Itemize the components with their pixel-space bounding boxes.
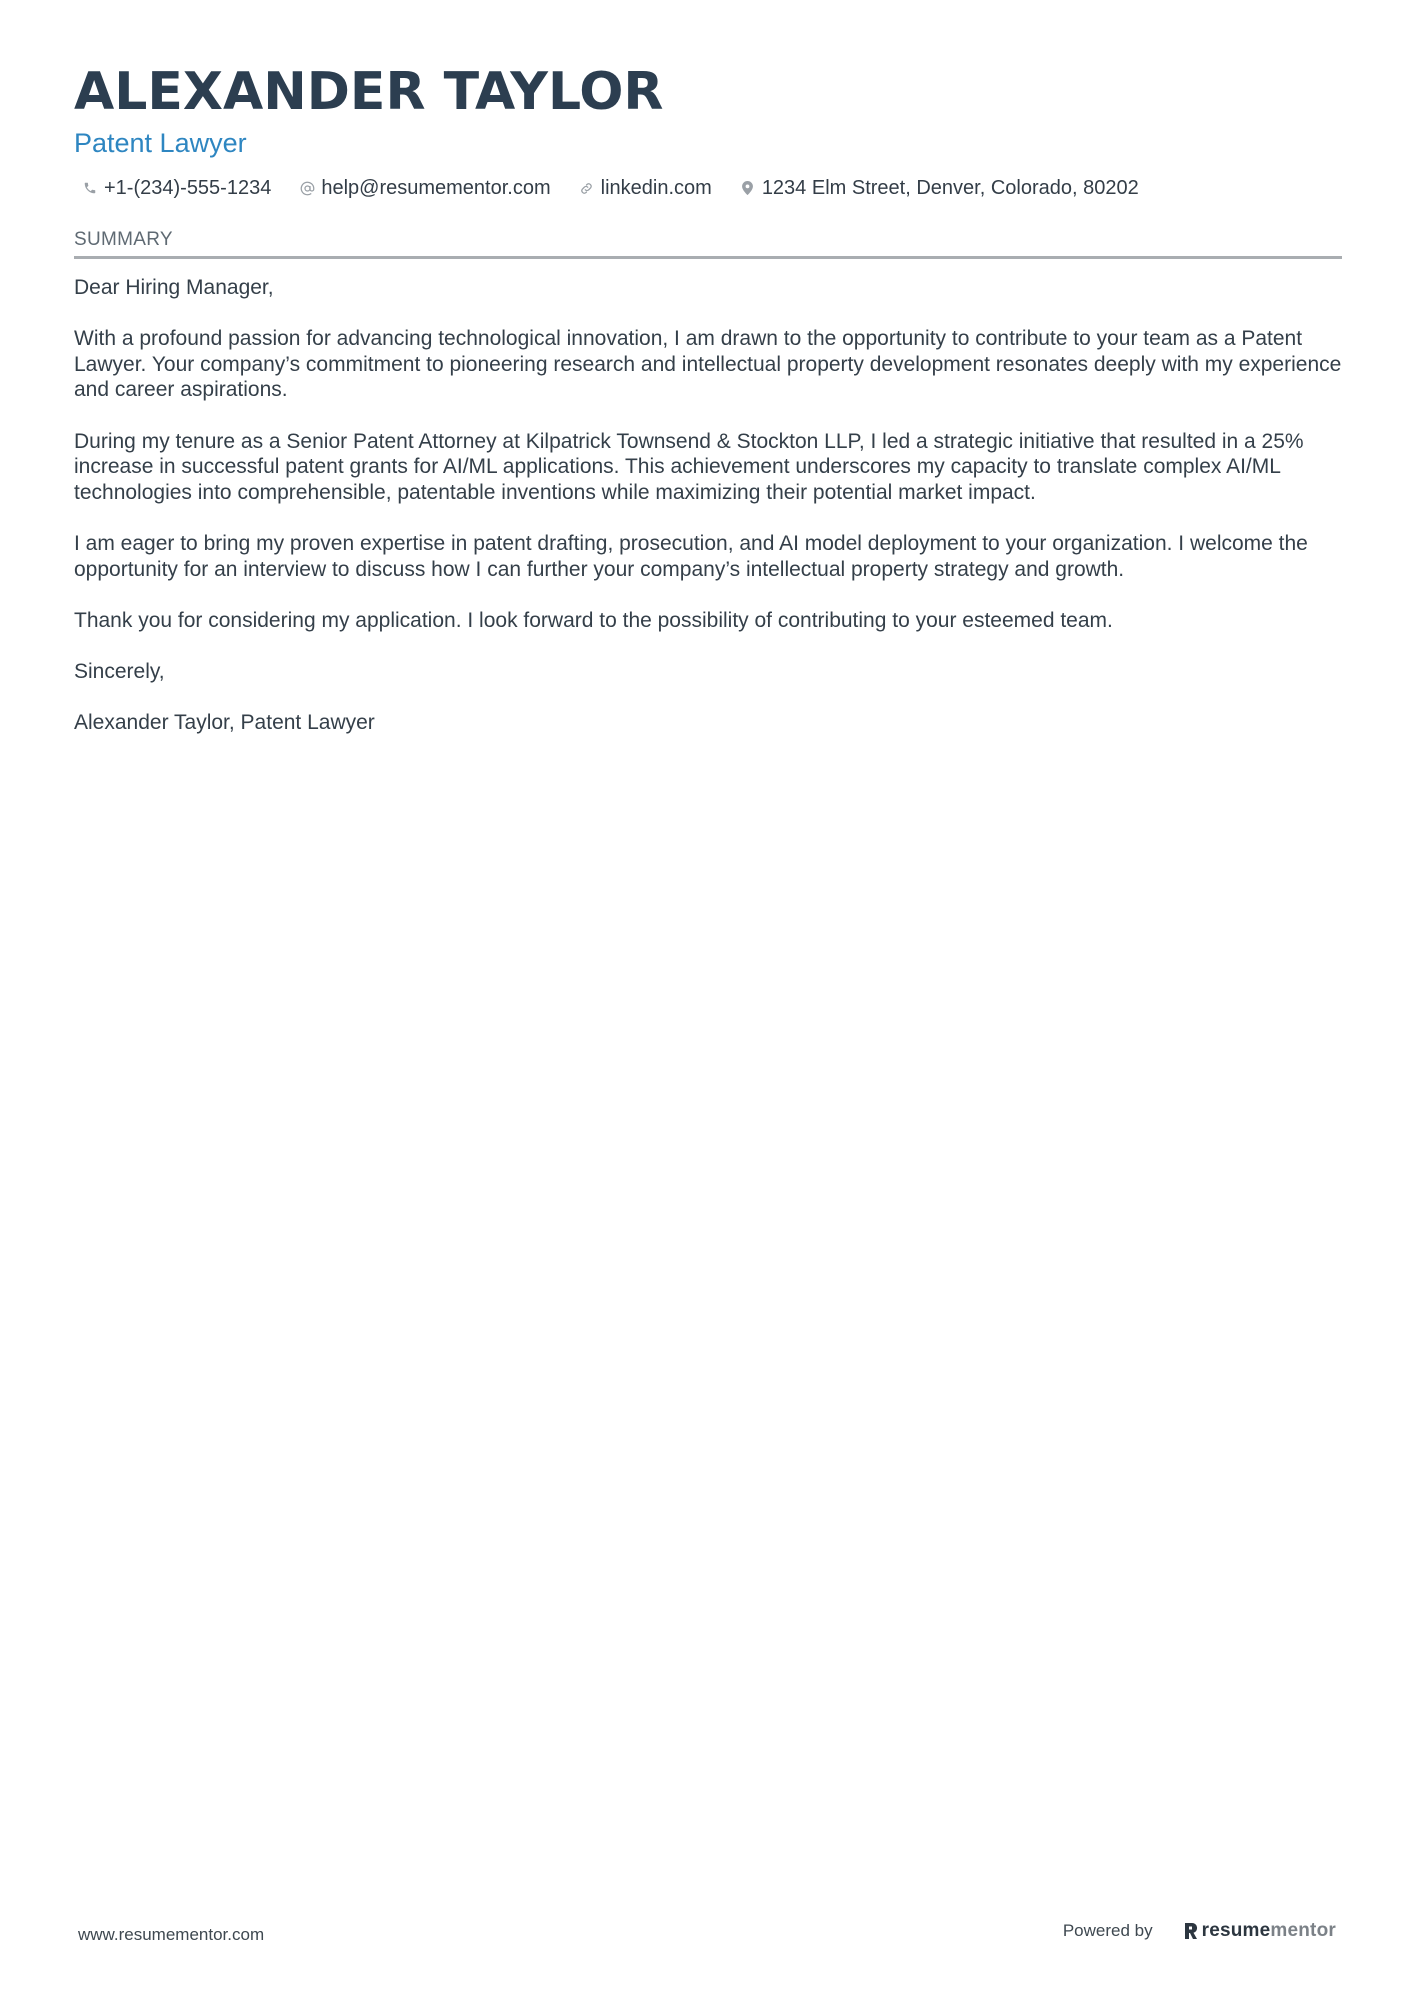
letter-closing: Sincerely, (74, 659, 165, 683)
letter-paragraph: With a profound passion for advancing technological innovation, I am drawn to the opportunity to contribute to your team as a Patent Lawyer. Your company’s commitment to pioneering research and intellectual property development resonates deeply with my experience and career aspirations. (74, 327, 1342, 402)
contact-email (299, 174, 550, 202)
location-pin-icon (740, 180, 756, 196)
brand-logo[interactable] (1183, 1920, 1336, 1942)
resumementor-logo-icon (1183, 1921, 1199, 1941)
letter-greeting: Dear Hiring Manager, (74, 276, 274, 299)
phone-icon (82, 180, 98, 196)
brand-name-part1: resume (1201, 1920, 1271, 1941)
brand-name-part2: mentor (1270, 1920, 1336, 1941)
letter-signature: Alexander Taylor, Patent Lawyer (74, 711, 375, 735)
letter-paragraph: During my tenure as a Senior Patent Attorney at Kilpatrick Townsend & Stockton LLP, I led a strategic initiative that resulted in a 25% increase in successful patent grants for AI/ML applications. This achievement underscores my capacity to translate complex AI/ML technologies into comprehensible, patentable inventions while maximizing their potential market impact. (74, 429, 1304, 504)
at-icon (299, 180, 315, 196)
letter-paragraph: Thank you for considering my application. I look forward to the possibility of contributing to your esteemed team. (74, 608, 1113, 632)
contact-bar (82, 174, 1342, 202)
summary-section-title: SUMMARY (74, 228, 1342, 259)
contact-link (579, 174, 712, 202)
resume-page (74, 58, 1342, 761)
address-text: 1234 Elm Street, Denver, Colorado, 80202 (761, 177, 1139, 199)
email-text[interactable]: help@resumementor.com (321, 177, 551, 199)
contact-phone (82, 174, 271, 202)
letter-paragraph: I am eager to bring my proven expertise in patent drafting, prosecution, and AI model deployment to your organization. I welcome the opportunity for an interview to discuss how I can further your company’s intellectual property strategy and growth. (74, 531, 1308, 581)
footer-website[interactable]: www.resumementor.com (78, 1925, 265, 1944)
job-title: Patent Lawyer (74, 128, 247, 158)
footer-branding (1063, 1920, 1336, 1942)
candidate-name: ALEXANDER TAYLOR (74, 62, 664, 122)
phone-text[interactable]: +1-(234)-555-1234 (104, 177, 272, 199)
contact-address (740, 174, 1139, 202)
powered-by-label: Powered by (1062, 1921, 1153, 1940)
link-icon (579, 180, 595, 196)
cover-letter-body (74, 275, 1342, 736)
link-text[interactable]: linkedin.com (600, 177, 712, 199)
